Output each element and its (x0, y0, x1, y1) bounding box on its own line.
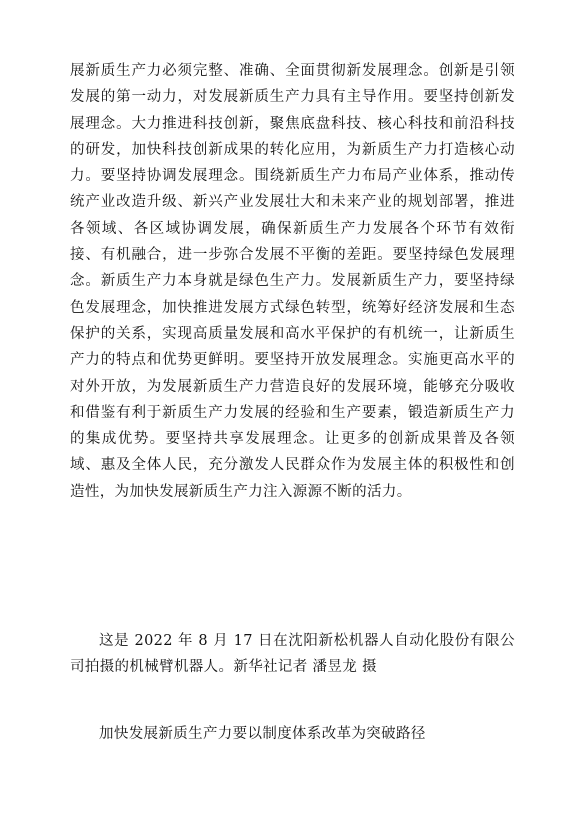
body-paragraph: 展新质生产力必须完整、准确、全面贯彻新发展理念。创新是引领发展的第一动力，对发展新质生产力具有主导作用。要坚持创新发展理念。大力推进科技创新，聚焦底盘科技、核心科技和前沿科技的研发，加快科技创新成果的转化应用，为新质生产力打造核心动力。要坚持协调发展理念。围绕新质生产力布局产业体系，推动传统产业改造升级、新兴产业发展壮大和未来产业的规划部署，推进各领域、各区域协调发展，确保新质生产力发展各个环节有效衔接、有机融合，进一步弥合发展不平衡的差距。要坚持绿色发展理念。新质生产力本身就是绿色生产力。发展新质生产力，要坚持绿色发展理念，加快推进发展方式绿色转型，统筹好经济发展和生态保护的关系，实现高质量发展和高水平保护的有机统一，让新质生产力的特点和优势更鲜明。要坚持开放发展理念。实施更高水平的对外开放，为发展新质生产力营造良好的发展环境，能够充分吸收和借鉴有利于新质生产力发展的经验和生产要素，锻造新质生产力的集成优势。要坚持共享发展理念。让更多的创新成果普及各领域、惠及全体人民，充分激发人民群众作为发展主体的积极性和创造性，为加快发展新质生产力注入源源不断的活力。 (70, 63, 515, 500)
section-heading: 加快发展新质生产力要以制度体系改革为突破路径 (99, 726, 426, 742)
photo-caption: 这是 2022 年 8 月 17 日在沈阳新松机器人自动化股份有限公司拍摄的机械臂机器人。新华社记者 潘昱龙 摄 (70, 633, 515, 676)
